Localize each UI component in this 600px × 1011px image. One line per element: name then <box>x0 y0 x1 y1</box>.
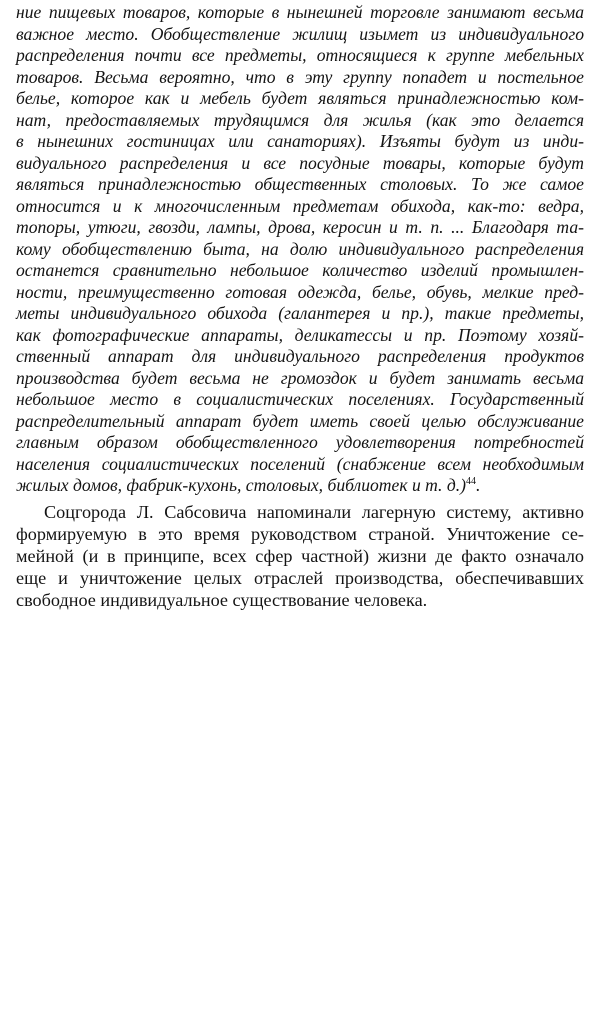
paragraph-line: Соцгорода Л. Сабсовича напоминали лагерную систему, активно <box>44 501 584 522</box>
quote-last-line <box>16 475 584 497</box>
paragraph-line: формируемую в это время руководством страной. Уничтожение се- <box>16 523 584 544</box>
quote-line: меты индивидуального обихода (галантерея и пр.), такие предметы, <box>16 303 584 323</box>
quote-line: ние пищевых товаров, которые в нынешней торговле занимают весьма <box>16 2 584 22</box>
paragraph-line: еще и уничтожение целых отраслей производства, обеспечивавших <box>16 567 584 588</box>
quote-line: небольшое место в социалистических поселениях. Государственный <box>16 389 584 409</box>
paragraph-line: свободное индивидуальное существование человека. <box>16 589 428 610</box>
quote-last-line-text: жилых домов, фабрик-кухонь, столовых, библиотек и т. д.) <box>16 475 467 495</box>
quote-line: являться принадлежностью общественных столовых. То же самое <box>16 174 584 194</box>
quote-line: белье, которое как и мебель будет являться принадлежностью ком- <box>16 88 584 108</box>
quote-line: кому обобществлению быта, на долю индивидуального распределения <box>16 238 584 259</box>
quote-line: как фотографические аппараты, деликатессы и пр. Поэтому хозяй- <box>16 324 584 345</box>
quote-line: в нынешних гостиницах или санаториях). Изъяты будут из инди- <box>16 131 584 151</box>
body-paragraph <box>16 501 584 611</box>
quote-last-line-end: . <box>476 475 481 495</box>
paragraph-line: мейной (и в принципе, всех сфер частной) жизни де факто означало <box>16 545 584 566</box>
quote-line: ственный аппарат для индивидуального распределения продуктов <box>16 346 584 366</box>
quote-line: важное место. Обобществление жилищ изымет из индивидуального <box>16 23 584 44</box>
quote-line: относится и к многочисленным предметам обихода, как-то: ведра, <box>16 195 584 216</box>
quote-line: товаров. Весьма вероятно, что в эту группу попадет и постельное <box>16 66 584 87</box>
quote-line: топоры, утюги, гвозди, лампы, дрова, керосин и т. п. ... Благодаря та- <box>16 217 584 237</box>
quote-line: нат, предоставляемых трудящимся для жилья (как это делается <box>16 109 584 130</box>
quote-line: останется сравнительно небольшое количество изделий промышлен- <box>16 260 584 280</box>
quote-line: производства будет весьма не громоздок и будет занимать весьма <box>16 367 584 388</box>
footnote-ref[interactable]: 44 <box>466 476 477 488</box>
quote-line: распределительный аппарат будет иметь своей целью обслуживание <box>16 410 584 431</box>
quote-line: ности, преимущественно готовая одежда, белье, обувь, мелкие пред- <box>16 281 584 302</box>
block-quote <box>16 2 584 497</box>
quote-line: видуального распределения и все посудные товары, которые будут <box>16 152 584 173</box>
quote-line: распределения почти все предметы, относящиеся к группе мебельных <box>16 45 584 65</box>
quote-line: главным образом обобществленного удовлетворения потребностей <box>16 432 584 452</box>
book-page <box>16 2 584 611</box>
quote-line: населения социалистических поселений (снабжение всем необходимым <box>16 453 584 474</box>
